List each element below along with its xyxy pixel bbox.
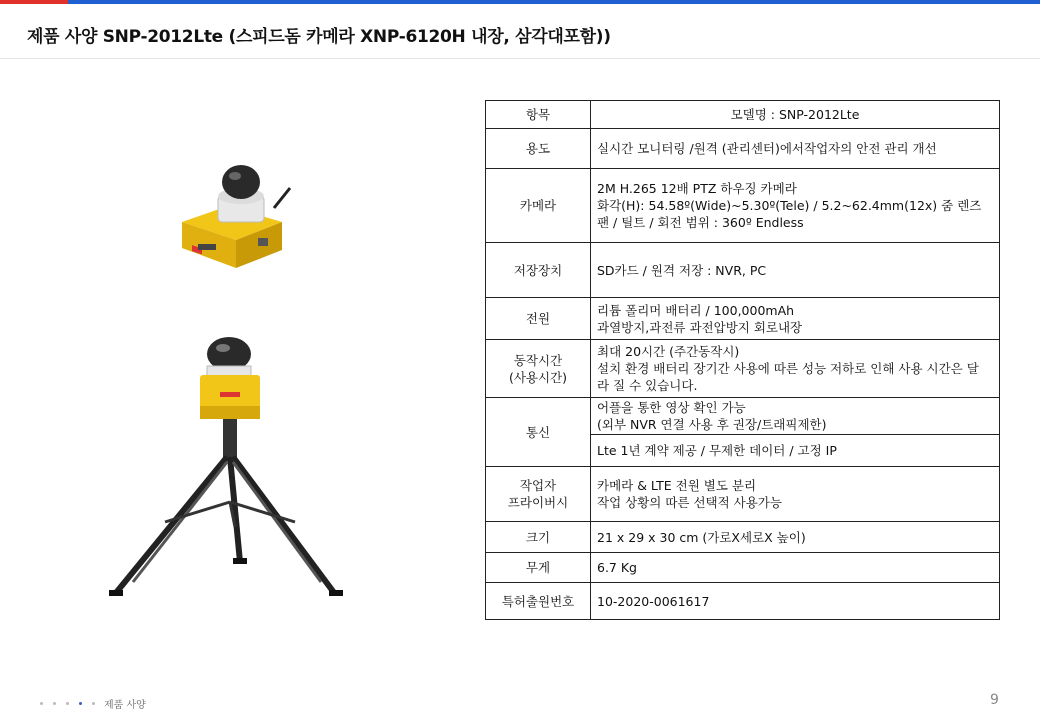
footer-section-label: 제품 사양: [104, 700, 146, 711]
key-line: (사용시간): [508, 369, 568, 385]
table-row: [486, 467, 1000, 522]
page-title: 제품 사양 SNP-2012Lte (스피드돔 카메라 XNP-6120H 내장, 삼각대포함)): [27, 27, 611, 47]
page-dot-active: [79, 702, 82, 705]
table-row: [486, 553, 1000, 583]
row-value-usage: [591, 129, 1000, 169]
page-dot: [92, 702, 95, 705]
row-key-storage: 저장장치: [486, 243, 591, 298]
value-line: 10-2020-0061617: [597, 593, 710, 609]
row-value-size: [591, 522, 1000, 553]
row-value-power: [591, 298, 1000, 340]
value-line: 어플을 통한 영상 확인 가능: [597, 400, 746, 415]
header-value-cell: 모델명 : SNP-2012Lte: [591, 101, 1000, 129]
value-line: 라 질 수 있습니다.: [597, 378, 698, 393]
row-value-patent: [591, 583, 1000, 620]
page-number: 9: [990, 692, 999, 708]
row-key-comm: 통신: [486, 398, 591, 467]
top-accent-red: [0, 0, 68, 4]
row-key-size: 크기: [486, 522, 591, 553]
table-row: [486, 169, 1000, 243]
key-line: 동작시간: [513, 352, 563, 368]
value-line: 최대 20시간 (주간동작시): [597, 344, 740, 359]
value-line: 21 x 29 x 30 cm (가로X세로X 높이): [597, 529, 806, 545]
value-line: 팬 / 틸트 / 회전 범위 : 360º Endless: [597, 215, 804, 230]
table-row: [486, 129, 1000, 169]
value-line: 과열방지,과전류 과전압방지 회로내장: [597, 319, 803, 335]
value-line: 카메라 & LTE 전원 별도 분리: [597, 478, 757, 493]
page-dot: [66, 702, 69, 705]
row-value-storage: [591, 243, 1000, 298]
page-dot: [40, 702, 43, 705]
row-value-weight: [591, 553, 1000, 583]
table-row: [486, 101, 1000, 129]
top-accent-bar: [0, 0, 1040, 4]
row-value-comm-lte: [591, 435, 1000, 467]
table-row: [486, 398, 1000, 435]
key-line: 작업자: [519, 478, 557, 493]
spec-table: [485, 100, 1000, 620]
row-value-comm-app: [591, 398, 1000, 435]
row-value-camera: [591, 169, 1000, 243]
value-line: 리튬 폴리머 배터리 / 100,000mAh: [597, 302, 795, 318]
value-line: SD카드 / 원격 저장 : NVR, PC: [597, 262, 767, 278]
row-key-power: 전원: [486, 298, 591, 340]
row-key-runtime: [486, 340, 591, 398]
row-key-weight: 무게: [486, 553, 591, 583]
value-line: 설치 환경 배터리 장기간 사용에 따른 성능 저하로 인해 사용 시간은 달: [597, 361, 979, 376]
key-line: 프라이버시: [507, 495, 569, 510]
row-value-privacy: [591, 467, 1000, 522]
table-row: [486, 340, 1000, 398]
table-row: [486, 522, 1000, 553]
row-key-usage: 용도: [486, 129, 591, 169]
value-line: 화각(H): 54.58º(Wide)~5.30º(Tele) / 5.2~62.4mm(12x) 줌 렌즈: [597, 198, 982, 213]
value-line: 실시간 모니터링 /원격 (관리센터)에서작업자의 안전 관리 개선: [597, 141, 937, 156]
row-key-camera: 카메라: [486, 169, 591, 243]
value-line: Lte 1년 계약 제공 / 무제한 데이터 / 고정 IP: [597, 443, 837, 458]
table-row: [486, 583, 1000, 620]
title-divider: [0, 58, 1040, 59]
row-value-runtime: [591, 340, 1000, 398]
value-line: (외부 NVR 연결 사용 후 권장/트래픽제한): [597, 417, 827, 432]
row-key-privacy: [486, 467, 591, 522]
camera-on-tripod-icon: [105, 332, 345, 604]
header-key-cell: 항목: [486, 101, 591, 129]
value-line: 작업 상황의 따른 선택적 사용가능: [597, 495, 782, 510]
row-key-patent: 특허출원번호: [486, 583, 591, 620]
table-row: [486, 298, 1000, 340]
camera-device-icon: [170, 160, 295, 280]
value-line: 6.7 Kg: [597, 560, 637, 575]
table-row: [486, 243, 1000, 298]
page-dot: [53, 702, 56, 705]
value-line: 2M H.265 12배 PTZ 하우징 카메라: [597, 181, 797, 196]
